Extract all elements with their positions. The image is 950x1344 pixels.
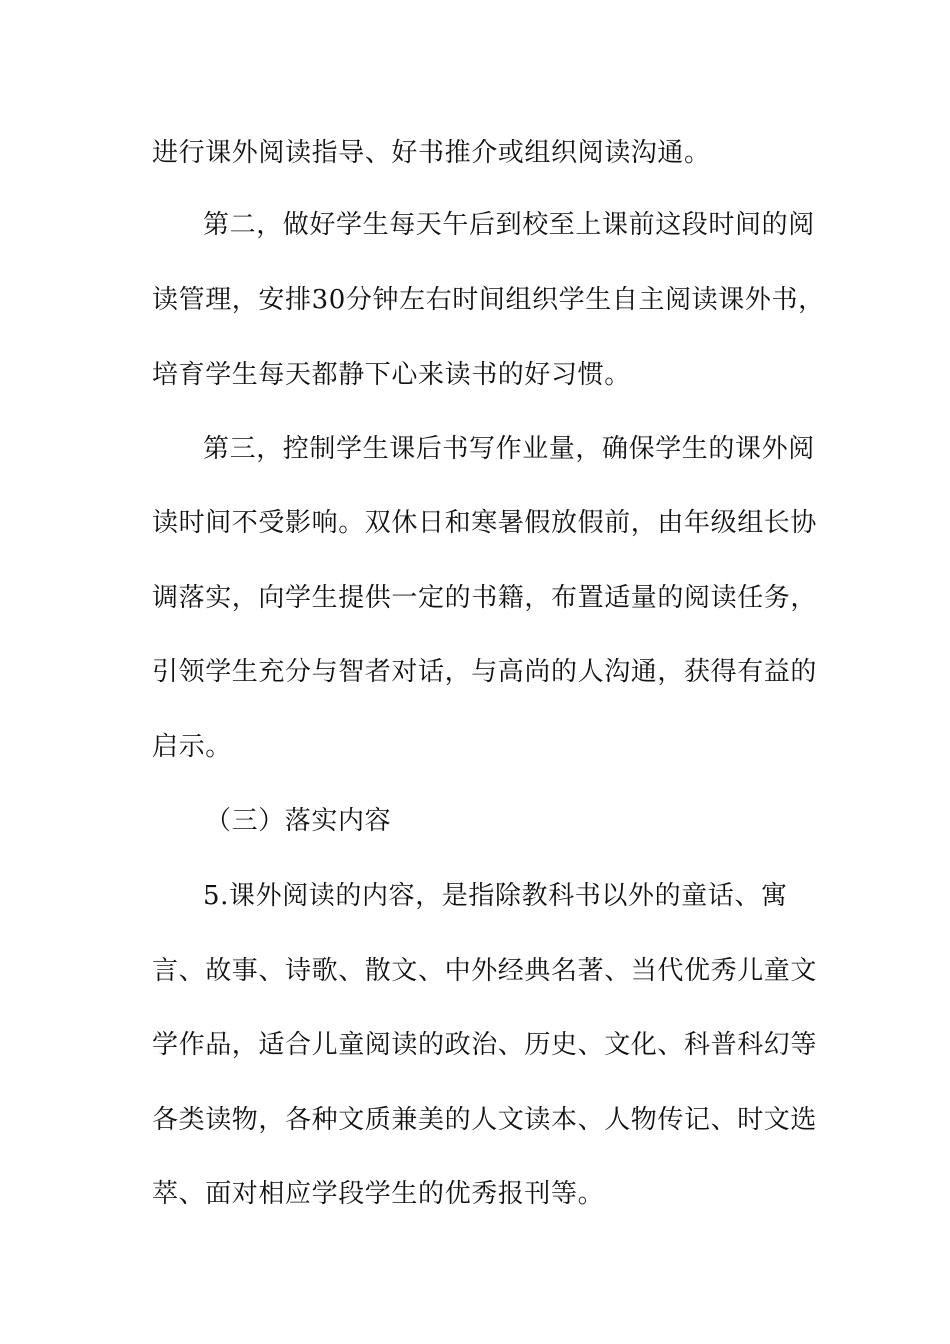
paragraph-third-line-1: 第三，控制学生课后书写作业量，确保学生的课外阅 [203, 434, 815, 464]
paragraph-content-line-2: 言、故事、诗歌、散文、中外经典名著、当代优秀儿童文 [152, 956, 818, 986]
paragraph-content-line-1: 5.课外阅读的内容，是指除教科书以外的童话、寓 [203, 881, 788, 911]
section-heading: （三）落实内容 [205, 806, 392, 836]
paragraph-second-line-3: 培育学生每天都静下心来读书的好习惯。 [152, 360, 631, 390]
paragraph-third-line-3: 调落实，向学生提供一定的书籍，布置适量的阅读任务， [152, 583, 818, 613]
paragraph-content-line-5: 萃、面对相应学段学生的优秀报刊等。 [152, 1179, 605, 1209]
paragraph-third-line-4: 引领学生充分与智者对话，与高尚的人沟通，获得有益的 [152, 657, 818, 687]
paragraph-content-line-3: 学作品，适合儿童阅读的政治、历史、文化、科普科幻等 [152, 1030, 818, 1060]
paragraph-second-line-2: 读管理，安排30分钟左右时间组织学生自主阅读课外书， [152, 285, 825, 315]
paragraph-continuation-line: 进行课外阅读指导、好书推介或组织阅读沟通。 [152, 138, 711, 168]
paragraph-third-line-2: 读时间不受影响。双休日和寒暑假放假前，由年级组长协 [152, 508, 818, 538]
paragraph-content-line-4: 各类读物，各种文质兼美的人文读本、人物传记、时文选 [152, 1105, 818, 1135]
paragraph-third-line-5: 启示。 [152, 732, 232, 762]
paragraph-second-line-1: 第二，做好学生每天午后到校至上课前这段时间的阅 [203, 210, 815, 240]
